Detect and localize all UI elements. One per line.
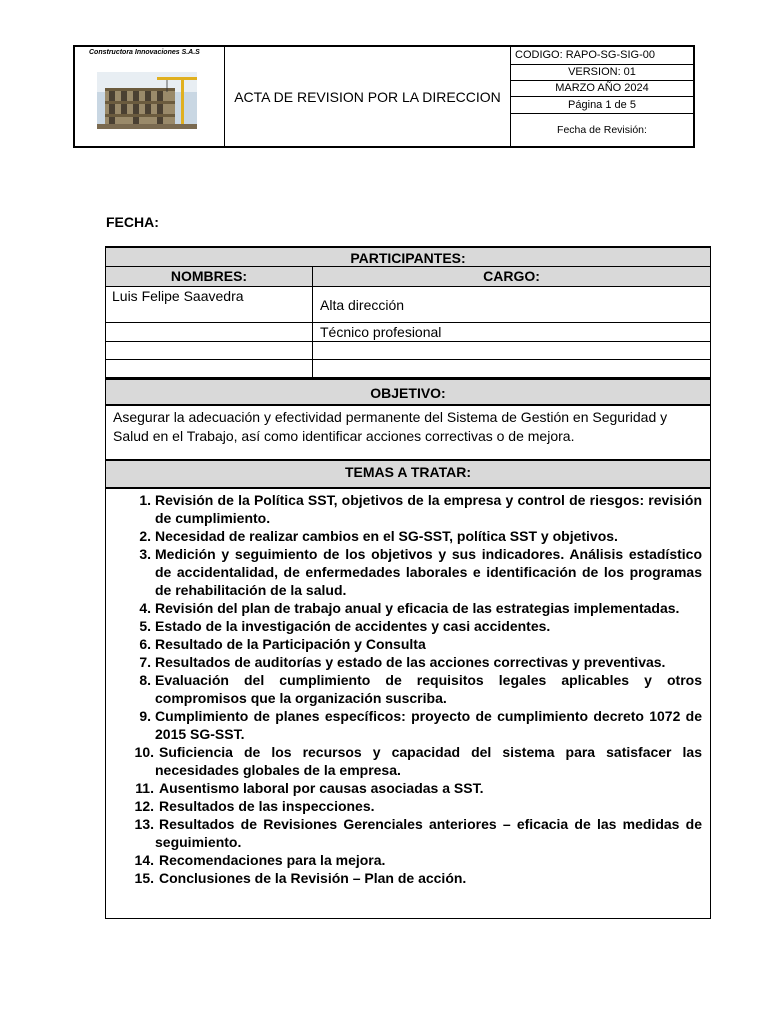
list-item [106, 617, 710, 635]
topic-text: Revisión de la Política SST, objetivos de la empresa y control de riesgos: revisión de cumplimiento. [155, 492, 702, 526]
topic-number: 9. [139, 708, 151, 724]
company-name: Constructora Innovaciones S.A.S [89, 49, 200, 56]
topic-number: 3. [139, 546, 151, 562]
list-item [106, 797, 710, 815]
topic-text: Cumplimiento de planes específicos: proyecto de cumplimiento decreto 1072 de 2015 SG-SST. [155, 708, 702, 742]
objective-heading: OBJETIVO: [106, 378, 710, 406]
topics-heading: TEMAS A TRATAR: [106, 459, 710, 489]
topic-number: 15. [134, 870, 154, 886]
participant-name [106, 342, 313, 359]
participant-role: Alta dirección [320, 297, 405, 313]
list-item [106, 491, 710, 527]
topic-text: Evaluación del cumplimiento de requisitos legales aplicables y otros compromisos que la organización suscriba. [155, 672, 702, 706]
topic-text: Estado de la investigación de accidentes y casi accidentes. [155, 618, 551, 634]
topic-number: 13. [134, 816, 154, 832]
document-title: ACTA DE REVISION POR LA DIRECCION [225, 47, 511, 146]
topic-text: Necesidad de realizar cambios en el SG-SST, política SST y objetivos. [155, 528, 618, 544]
participant-name: Luis Felipe Saavedra [106, 287, 313, 322]
topic-text: Suficiencia de los recursos y capacidad del sistema para satisfacer las necesidades globales de la empresa. [155, 744, 702, 778]
column-cargo: CARGO: [483, 268, 540, 284]
list-item [106, 527, 710, 545]
topic-text: Resultados de auditorías y estado de las acciones correctivas y preventivas. [155, 654, 666, 670]
list-item [106, 851, 710, 869]
column-nombres: NOMBRES: [106, 267, 313, 286]
participant-row [106, 342, 710, 360]
participant-row [106, 287, 710, 323]
topic-number: 2. [139, 528, 151, 544]
topic-number: 14. [134, 852, 154, 868]
list-item [106, 545, 710, 599]
list-item [106, 779, 710, 797]
topic-text: Conclusiones de la Revisión – Plan de acción. [159, 870, 467, 886]
list-item [106, 743, 710, 779]
list-item [106, 635, 710, 653]
topic-number: 1. [139, 492, 151, 508]
list-item [106, 707, 710, 743]
topic-number: 4. [139, 600, 151, 616]
topic-number: 12. [134, 798, 154, 814]
code-field: CODIGO: RAPO-SG-SIG-00 [511, 47, 693, 65]
acta-table [105, 246, 711, 919]
topic-number: 6. [139, 636, 151, 652]
participants-columns [106, 267, 710, 287]
topic-text: Recomendaciones para la mejora. [159, 852, 386, 868]
participant-row [106, 360, 710, 378]
topic-text: Resultado de la Participación y Consulta [155, 636, 426, 652]
participant-role [313, 342, 710, 359]
list-item [106, 599, 710, 617]
objective-text: Asegurar la adecuación y efectividad permanente del Sistema de Gestión en Seguridad y Salud en el Trabajo, así como identificar acciones correctivas o de mejora. [113, 409, 668, 444]
participant-name [106, 360, 313, 377]
version-field: VERSION: 01 [511, 65, 693, 81]
topic-text: Medición y seguimiento de los objetivos y sus indicadores. Análisis estadístico de accidentalidad, de enfermedades laborales e identificación de los programas de rehabilitación de la salud. [155, 546, 702, 598]
participant-row [106, 323, 710, 342]
date-field: MARZO AÑO 2024 [511, 81, 693, 97]
participant-role: Técnico profesional [320, 324, 442, 340]
topic-text: Resultados de las inspecciones. [159, 798, 375, 814]
participants-heading: PARTICIPANTES: [106, 247, 710, 267]
topic-number: 5. [139, 618, 151, 634]
list-item [106, 869, 710, 887]
participant-role [313, 360, 710, 377]
list-item [106, 653, 710, 671]
topic-number: 7. [139, 654, 151, 670]
fecha-label: FECHA: [106, 214, 159, 230]
participant-name [106, 323, 313, 341]
topics-list [106, 491, 710, 887]
topic-text: Ausentismo laboral por causas asociadas a SST. [159, 780, 484, 796]
topic-text: Resultados de Revisiones Gerenciales anteriores – eficacia de las medidas de seguimiento. [155, 816, 702, 850]
topic-number: 11. [135, 780, 154, 796]
logo-cell [75, 47, 225, 146]
document-header [73, 45, 695, 148]
topic-text: Revisión del plan de trabajo anual y eficacia de las estrategias implementadas. [155, 600, 680, 616]
revision-date-field: Fecha de Revisión: [557, 124, 647, 136]
list-item [106, 815, 710, 851]
construction-building-image [97, 72, 197, 129]
topic-number: 8. [139, 672, 151, 688]
list-item [106, 671, 710, 707]
document-meta [511, 47, 693, 146]
page-field: Página 1 de 5 [511, 97, 693, 114]
topic-number: 10. [134, 744, 154, 760]
